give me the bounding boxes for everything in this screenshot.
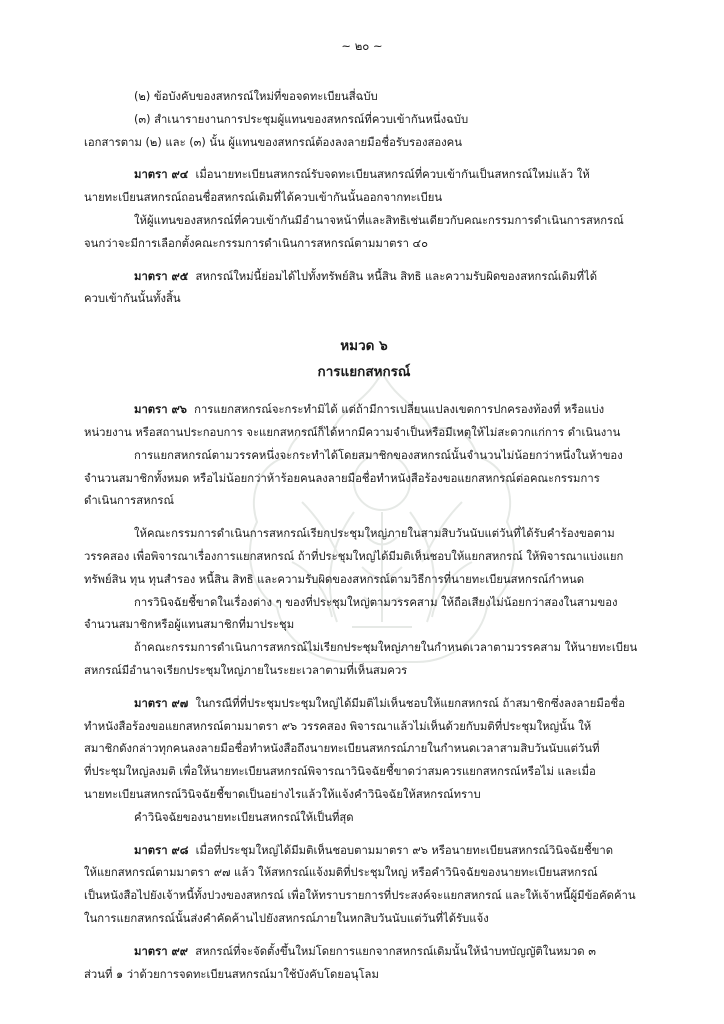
section-98-first-line: มาตรา ๙๘ เมื่อที่ประชุมใหญ่ได้มีมติเห็นชอบตามมาตรา ๙๖ หรือนายทะเบียนสหกรณ์วินิจฉัยชี้ขาด [134, 843, 614, 857]
section-line: นายทะเบียนสหกรณ์ถอนชื่อสหกรณ์เดิมที่ได้ควบเข้ากันนั้นออกจากทะเบียน [84, 191, 443, 205]
clause-line: (๓) สำเนารายงานการประชุมผู้แทนของสหกรณ์ที่ควบเข้ากันหนึ่งฉบับ [134, 112, 469, 126]
section-line: นายทะเบียนสหกรณ์วินิจฉัยชี้ขาดเป็นอย่างไรแล้วให้แจ้งคำวินิจฉัยให้สหกรณ์ทราบ [84, 787, 481, 801]
document-body [84, 86, 644, 986]
section-heading: มาตรา ๙๘ [134, 843, 189, 857]
chapter-heading [84, 333, 644, 385]
section-line: สมาชิกดังกล่าวทุกคนลงลายมือชื่อทำหนังสือถึงนายทะเบียนสหกรณ์ภายในกำหนดเวลาสามสิบวันนับแต่วันที่ [84, 742, 600, 756]
section-heading: มาตรา ๙๙ [134, 944, 189, 958]
section-heading: มาตรา ๙๖ [134, 403, 187, 417]
section-line: เป็นหนังสือไปยังเจ้าหนี้ทั้งปวงของสหกรณ์ เพื่อให้ทราบรายการที่ประสงค์จะแยกสหกรณ์ และให้เจ้าหนี้ผู้มีข้อคัดค้าน [84, 889, 636, 903]
section-line: ให้คณะกรรมการดำเนินการสหกรณ์เรียกประชุมใหญ่ภายในสามสิบวันนับแต่วันที่ได้รับคำร้องขอตาม [134, 527, 615, 541]
page-number: ~ ๒๐ ~ [341, 39, 383, 53]
section-line: วรรคสอง เพื่อพิจารณาเรื่องการแยกสหกรณ์ ถ้าที่ประชุมใหญ่ได้มีมติเห็นชอบให้แยกสหกรณ์ ให้พิจารณาแบ่งแยก [84, 549, 624, 563]
section-line: ส่วนที่ ๑ ว่าด้วยการจดทะเบียนสหกรณ์มาใช้บังคับโดยอนุโลม [84, 967, 379, 981]
section-line: การวินิจฉัยชี้ขาดในเรื่องต่าง ๆ ของที่ประชุมใหญ่ตามวรรคสาม ให้ถือเสียงไม่น้อยกว่าสองในสามของ [134, 595, 618, 609]
section-line: ให้ผู้แทนของสหกรณ์ที่ควบเข้ากันมีอำนาจหน้าที่และสิทธิเช่นเดียวกับคณะกรรมการดำเนินการสหกรณ์ [134, 213, 624, 227]
section-line: ที่ประชุมใหญ่ลงมติ เพื่อให้นายทะเบียนสหกรณ์พิจารณาวินิจฉัยชี้ขาดว่าสมควรแยกสหกรณ์หรือไม่ และเมื่อ [84, 765, 596, 779]
section-line: จำนวนสมาชิกทั้งหมด หรือไม่น้อยกว่าห้าร้อยคนลงลายมือชื่อทำหนังสือร้องขอแยกสหกรณ์ต่อคณะกรรมการ [84, 471, 600, 485]
section-94-first-line: มาตรา ๙๔ เมื่อนายทะเบียนสหกรณ์รับจดทะเบียนสหกรณ์ที่ควบเข้ากันเป็นสหกรณ์ใหม่แล้ว ให้ [134, 168, 590, 182]
section-heading: มาตรา ๙๔ [134, 168, 189, 182]
section-95-first-line: มาตรา ๙๕ สหกรณ์ใหม่นี้ย่อมได้ไปทั้งทรัพย์สิน หนี้สิน สิทธิ และความรับผิดของสหกรณ์เดิมที่ได้ [134, 269, 598, 283]
section-line: ทำหนังสือร้องขอแยกสหกรณ์ตามมาตรา ๙๖ วรรคสอง พิจารณาแล้วไม่เห็นด้วยกับมติที่ประชุมใหญ่นั้น ให้ [84, 719, 592, 733]
section-line: คำวินิจฉัยของนายทะเบียนสหกรณ์ให้เป็นที่สุด [134, 810, 354, 824]
section-96-first-line: มาตรา ๙๖ การแยกสหกรณ์จะกระทำมิได้ แต่ถ้ามีการเปลี่ยนแปลงเขตการปกครองท้องที่ หรือแบ่ง [134, 403, 605, 417]
clause-line: (๒) ข้อบังคับของสหกรณ์ใหม่ที่ขอจดทะเบียนสี่ฉบับ [134, 90, 378, 103]
section-heading: มาตรา ๙๗ [134, 696, 189, 710]
section-line: จนกว่าจะมีการเลือกตั้งคณะกรรมการดำเนินการสหกรณ์ตามมาตรา ๔๐ [84, 236, 428, 250]
section-line: ดำเนินการสหกรณ์ [84, 494, 174, 508]
section-line: จำนวนสมาชิกหรือผู้แทนสมาชิกที่มาประชุม [84, 618, 295, 632]
chapter-title: การแยกสหกรณ์ [317, 364, 411, 381]
section-line: ให้แยกสหกรณ์ตามมาตรา ๙๗ แล้ว ให้สหกรณ์แจ้งมติที่ประชุมใหญ่ หรือคำวินิจฉัยของนายทะเบียนสหกรณ์ [84, 866, 598, 880]
section-line: ถ้าคณะกรรมการดำเนินการสหกรณ์ไม่เรียกประชุมใหญ่ภายในกำหนดเวลาตามวรรคสาม ให้นายทะเบียน [134, 641, 638, 655]
section-line: หน่วยงาน หรือสถานประกอบการ จะแยกสหกรณ์ก็ได้หากมีความจำเป็นหรือมีเหตุให้ไม่สะดวกแก่การ ดำเนินงาน [84, 425, 621, 439]
section-97-first-line: มาตรา ๙๗ ในกรณีที่ที่ประชุมประชุมใหญ่ได้มีมติไม่เห็นชอบให้แยกสหกรณ์ ถ้าสมาชิกซึ่งลงลายมือชื่อ [134, 696, 626, 710]
section-line: ควบเข้ากันนั้นทั้งสิ้น [84, 292, 181, 306]
chapter-number: หมวด ๖ [340, 338, 388, 355]
section-line: ในการแยกสหกรณ์นั้นส่งคำคัดค้านไปยังสหกรณ์ภายในหกสิบวันนับแต่วันที่ได้รับแจ้ง [84, 911, 489, 925]
section-line: สหกรณ์มีอำนาจเรียกประชุมใหญ่ภายในระยะเวลาตามที่เห็นสมควร [84, 663, 408, 677]
section-line: การแยกสหกรณ์ตามวรรคหนึ่งจะกระทำได้โดยสมาชิกของสหกรณ์นั้นจำนวนไม่น้อยกว่าหนึ่งในห้าของ [134, 448, 623, 462]
section-99-first-line: มาตรา ๙๙ สหกรณ์ที่จะจัดตั้งขึ้นใหม่โดยการแยกจากสหกรณ์เดิมนั้นให้นำบทบัญญัติในหมวด ๓ [134, 944, 596, 958]
section-heading: มาตรา ๙๕ [134, 269, 189, 283]
clause-line: เอกสารตาม (๒) และ (๓) นั้น ผู้แทนของสหกรณ์ต้องลงลายมือชื่อรับรองสองคน [84, 135, 462, 149]
section-line: ทรัพย์สิน ทุน ทุนสำรอง หนี้สิน สิทธิ และความรับผิดของสหกรณ์ตามวิธีการที่นายทะเบียนสหกรณ์กำหนด [84, 572, 585, 586]
